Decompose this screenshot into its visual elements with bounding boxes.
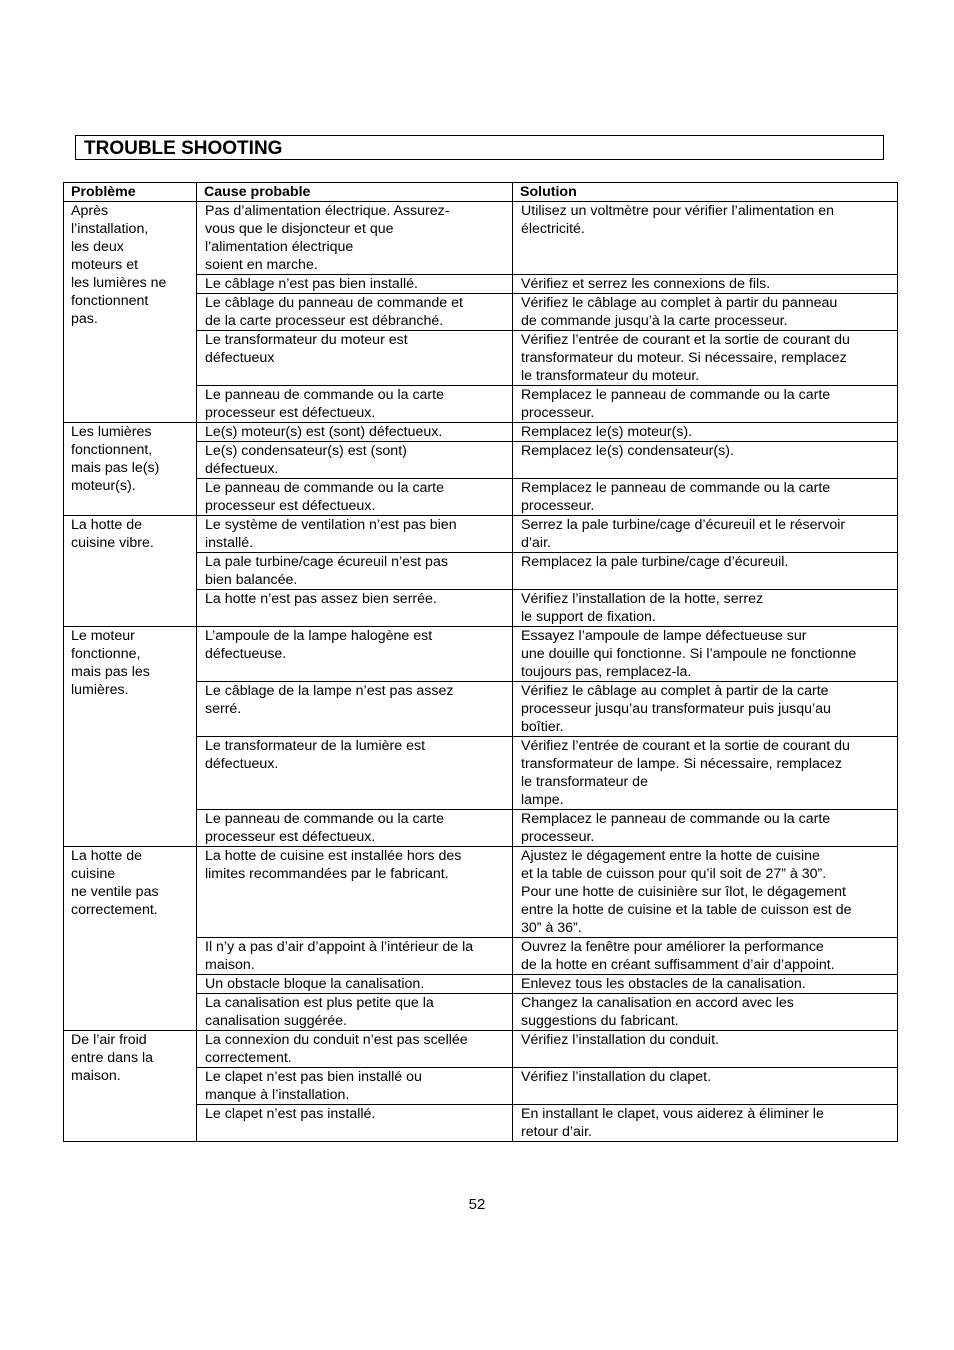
- cause-cell: Un obstacle bloque la canalisation.: [197, 975, 513, 994]
- solution-cell: Vérifiez et serrez les connexions de fils.: [513, 275, 898, 294]
- problem-cell: De l’air froid entre dans la maison.: [64, 1031, 197, 1142]
- cause-cell: Le transformateur du moteur est défectueux: [197, 331, 513, 386]
- cause-cell: Il n’y a pas d’air d’appoint à l’intérieur de la maison.: [197, 938, 513, 975]
- solution-cell: Remplacez la pale turbine/cage d’écureuil.: [513, 553, 898, 590]
- problem-cell: Après l’installation, les deux moteurs et les lumières ne fonctionnent pas.: [64, 202, 197, 423]
- cause-cell: Le câblage n’est pas bien installé.: [197, 275, 513, 294]
- cause-cell: Pas d’alimentation électrique. Assurez- vous que le disjoncteur et que l’alimentation électrique soient en marche.: [197, 202, 513, 275]
- solution-cell: Remplacez le panneau de commande ou la carte processeur.: [513, 479, 898, 516]
- problem-cell: La hotte de cuisine vibre.: [64, 516, 197, 627]
- cause-cell: La hotte n’est pas assez bien serrée.: [197, 590, 513, 627]
- problem-cell: Le moteur fonctionne, mais pas les lumières.: [64, 627, 197, 847]
- cause-cell: Le câblage du panneau de commande et de la carte processeur est débranché.: [197, 294, 513, 331]
- table-row: [64, 516, 898, 553]
- cause-cell: Le clapet n’est pas installé.: [197, 1105, 513, 1142]
- solution-cell: Changez la canalisation en accord avec les suggestions du fabricant.: [513, 994, 898, 1031]
- header-cause: Cause probable: [197, 183, 513, 202]
- cause-cell: Le clapet n’est pas bien installé ou manque à l’installation.: [197, 1068, 513, 1105]
- table-header-row: [64, 183, 898, 202]
- solution-cell: Remplacez le panneau de commande ou la carte processeur.: [513, 810, 898, 847]
- solution-cell: Remplacez le(s) condensateur(s).: [513, 442, 898, 479]
- header-solution: Solution: [513, 183, 898, 202]
- cause-cell: Le câblage de la lampe n’est pas assez serré.: [197, 682, 513, 737]
- solution-cell: En installant le clapet, vous aiderez à éliminer le retour d’air.: [513, 1105, 898, 1142]
- table-body: [64, 202, 898, 1142]
- solution-cell: Serrez la pale turbine/cage d’écureuil et le réservoir d’air.: [513, 516, 898, 553]
- solution-cell: Ajustez le dégagement entre la hotte de cuisine et la table de cuisson pour qu’il soit de 27” à 30”. Pour une hotte de cuisinière sur îlot, le dégagement entre la hotte de cuisine et la table de cuisson est de 30” à 36”.: [513, 847, 898, 938]
- solution-cell: Vérifiez le câblage au complet à partir de la carte processeur jusqu’au transformateur puis jusqu’au boîtier.: [513, 682, 898, 737]
- cause-cell: Le(s) moteur(s) est (sont) défectueux.: [197, 423, 513, 442]
- cause-cell: Le panneau de commande ou la carte processeur est défectueux.: [197, 386, 513, 423]
- solution-cell: Enlevez tous les obstacles de la canalisation.: [513, 975, 898, 994]
- cause-cell: L’ampoule de la lampe halogène est défectueuse.: [197, 627, 513, 682]
- cause-cell: Le transformateur de la lumière est défectueux.: [197, 737, 513, 810]
- problem-cell: La hotte de cuisine ne ventile pas correctement.: [64, 847, 197, 1031]
- table-row: [64, 202, 898, 275]
- cause-cell: Le panneau de commande ou la carte processeur est défectueux.: [197, 810, 513, 847]
- solution-cell: Vérifiez l’installation de la hotte, serrez le support de fixation.: [513, 590, 898, 627]
- solution-cell: Remplacez le(s) moteur(s).: [513, 423, 898, 442]
- problem-cell: Les lumières fonctionnent, mais pas le(s) moteur(s).: [64, 423, 197, 516]
- solution-cell: Vérifiez l’installation du clapet.: [513, 1068, 898, 1105]
- solution-cell: Remplacez le panneau de commande ou la carte processeur.: [513, 386, 898, 423]
- cause-cell: La connexion du conduit n’est pas scellée correctement.: [197, 1031, 513, 1068]
- table-row: [64, 423, 898, 442]
- troubleshooting-table: [63, 182, 898, 1142]
- table-row: [64, 847, 898, 938]
- table-row: [64, 1031, 898, 1068]
- solution-cell: Vérifiez l’installation du conduit.: [513, 1031, 898, 1068]
- cause-cell: La canalisation est plus petite que la canalisation suggérée.: [197, 994, 513, 1031]
- table-row: [64, 627, 898, 682]
- solution-cell: Vérifiez l’entrée de courant et la sortie de courant du transformateur du moteur. Si nécessaire, remplacez le transformateur du moteur.: [513, 331, 898, 386]
- cause-cell: Le système de ventilation n’est pas bien installé.: [197, 516, 513, 553]
- section-title-box: [75, 135, 884, 160]
- solution-cell: Vérifiez le câblage au complet à partir du panneau de commande jusqu’à la carte processeur.: [513, 294, 898, 331]
- cause-cell: La pale turbine/cage écureuil n’est pas bien balancée.: [197, 553, 513, 590]
- solution-cell: Ouvrez la fenêtre pour améliorer la performance de la hotte en créant suffisamment d’air d’appoint.: [513, 938, 898, 975]
- cause-cell: Le panneau de commande ou la carte processeur est défectueux.: [197, 479, 513, 516]
- solution-cell: Utilisez un voltmètre pour vérifier l’alimentation en électricité.: [513, 202, 898, 275]
- solution-cell: Vérifiez l’entrée de courant et la sortie de courant du transformateur de lampe. Si nécessaire, remplacez le transformateur de lampe.: [513, 737, 898, 810]
- cause-cell: La hotte de cuisine est installée hors des limites recommandées par le fabricant.: [197, 847, 513, 938]
- solution-cell: Essayez l’ampoule de lampe défectueuse sur une douille qui fonctionne. Si l’ampoule ne fonctionne toujours pas, remplacez-la.: [513, 627, 898, 682]
- header-problem: Problème: [64, 183, 197, 202]
- page-number: 52: [468, 1196, 486, 1213]
- cause-cell: Le(s) condensateur(s) est (sont) défectueux.: [197, 442, 513, 479]
- section-title: TROUBLE SHOOTING: [84, 138, 283, 159]
